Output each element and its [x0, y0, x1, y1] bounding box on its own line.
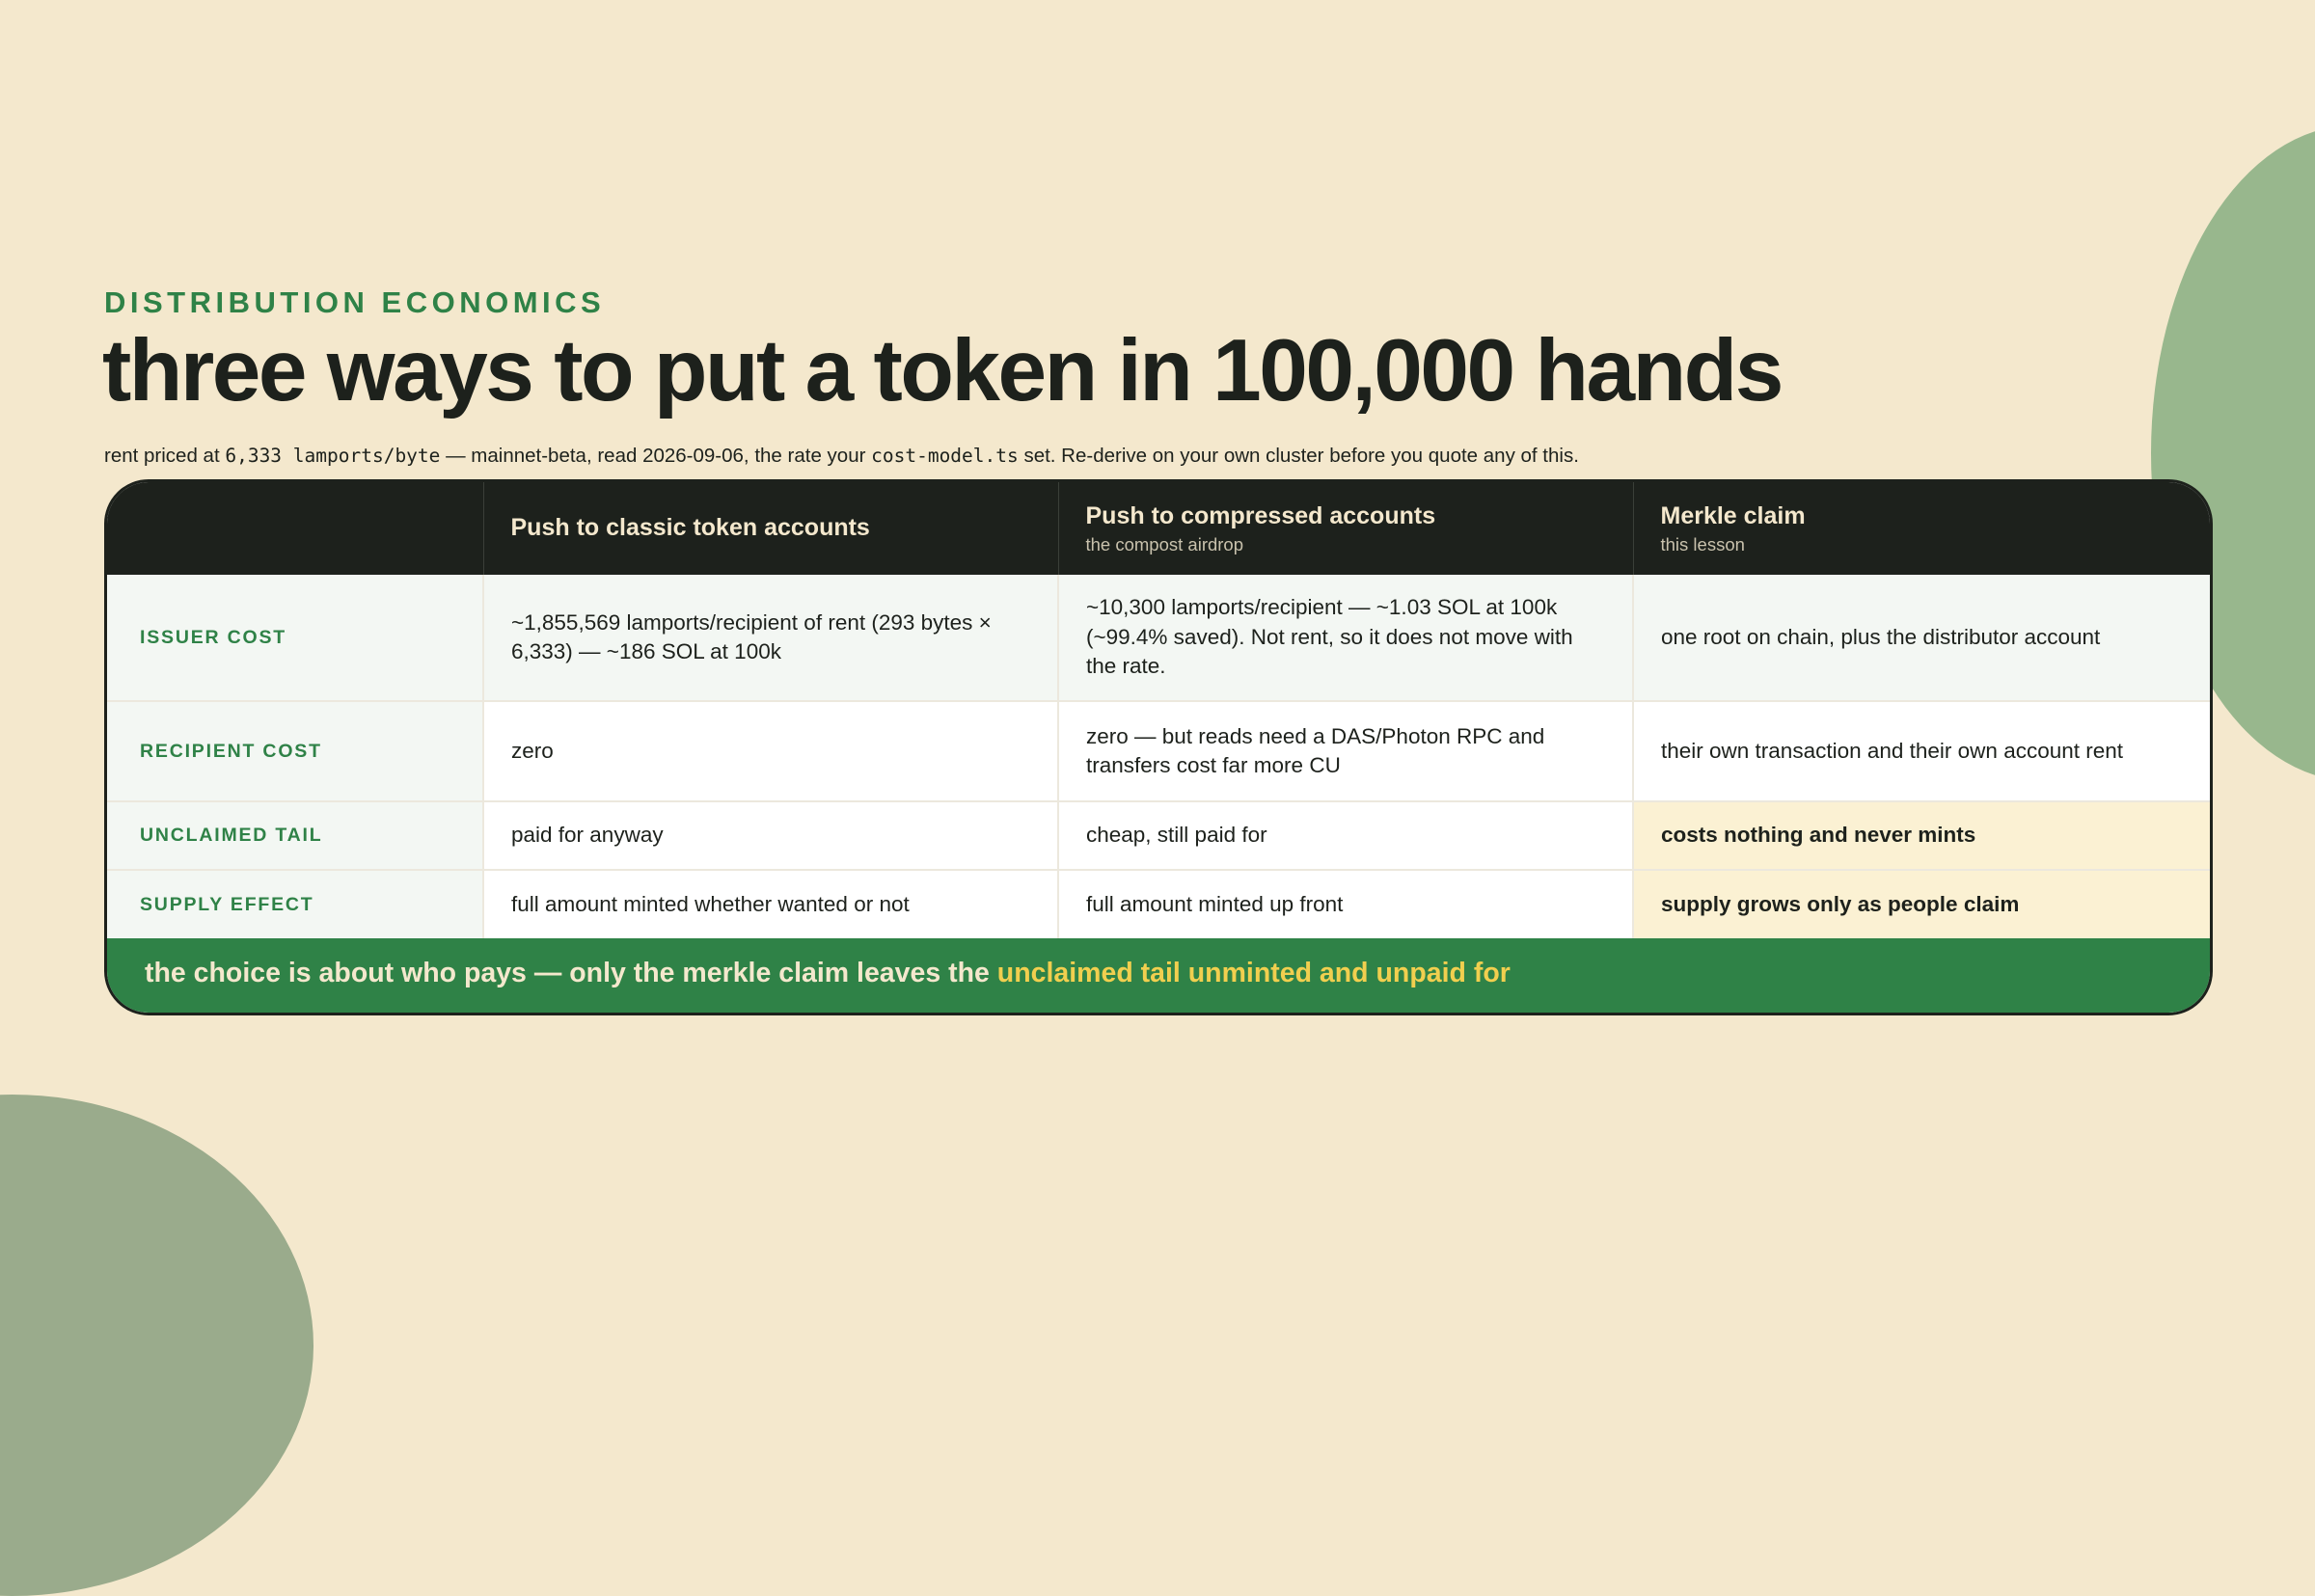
- table-cell-highlight: supply grows only as people claim: [1633, 870, 2210, 938]
- column-title: Push to classic token accounts: [510, 514, 870, 542]
- table-cell: ~1,855,569 lamports/recipient of rent (293 bytes × 6,333) — ~186 SOL at 100k: [483, 575, 1058, 701]
- table-row-unclaimed-tail: [107, 801, 2210, 870]
- table-cell: zero: [483, 701, 1058, 801]
- table-cell: paid for anyway: [483, 801, 1058, 870]
- table-row-issuer-cost: [107, 575, 2210, 701]
- column-header-merkle: [1633, 482, 2210, 575]
- table-cell: full amount minted whether wanted or not: [483, 870, 1058, 938]
- subtitle-middle: — mainnet-beta, read 2026-09-06, the rate your: [440, 445, 872, 467]
- table-row-recipient-cost: [107, 701, 2210, 801]
- takeaway-lead: the choice is about who pays — only the merkle claim leaves the: [145, 958, 997, 988]
- takeaway-banner: [107, 938, 2210, 1015]
- column-title: Push to compressed accounts: [1085, 501, 1436, 529]
- table-cell: one root on chain, plus the distributor account: [1633, 575, 2210, 701]
- row-label: ISSUER COST: [107, 575, 483, 701]
- subtitle-rate: 6,333 lamports/byte: [225, 445, 441, 467]
- row-label: RECIPIENT COST: [107, 701, 483, 801]
- table-row-supply-effect: [107, 870, 2210, 938]
- row-label: UNCLAIMED TAIL: [107, 801, 483, 870]
- page-title: three ways to put a token in 100,000 hands: [102, 322, 1782, 419]
- eyebrow-label: DISTRIBUTION ECONOMICS: [104, 285, 606, 319]
- subtitle-suffix: set. Re-derive on your own cluster before you quote any of this.: [1018, 445, 1579, 467]
- table-cell: ~10,300 lamports/recipient — ~1.03 SOL at 100k (~99.4% saved). Not rent, so it does not move with the rate.: [1058, 575, 1633, 701]
- header-corner: [107, 482, 483, 575]
- subtitle-note: [104, 445, 1579, 468]
- table-cell-highlight: costs nothing and never mints: [1633, 801, 2210, 870]
- column-subtitle: the compost airdrop: [1085, 534, 1244, 555]
- table-cell: cheap, still paid for: [1058, 801, 1633, 870]
- column-subtitle: this lesson: [1660, 534, 1745, 555]
- comparison-table: [107, 482, 2210, 938]
- table-header-row: [107, 482, 2210, 575]
- row-label: SUPPLY EFFECT: [107, 870, 483, 938]
- table-cell: their own transaction and their own account rent: [1633, 701, 2210, 801]
- table-cell: full amount minted up front: [1058, 870, 1633, 938]
- takeaway-accent: unclaimed tail unminted and unpaid for: [996, 958, 1511, 988]
- comparison-card: [104, 479, 2213, 1015]
- column-title: Merkle claim: [1660, 501, 1806, 529]
- subtitle-prefix: rent priced at: [104, 445, 226, 467]
- column-header-compressed: [1058, 482, 1633, 575]
- table-cell: zero — but reads need a DAS/Photon RPC and transfers cost far more CU: [1058, 701, 1633, 801]
- subtitle-file: cost-model.ts: [871, 445, 1019, 467]
- decorative-blob-left: [0, 1095, 313, 1596]
- column-header-classic: [483, 482, 1058, 575]
